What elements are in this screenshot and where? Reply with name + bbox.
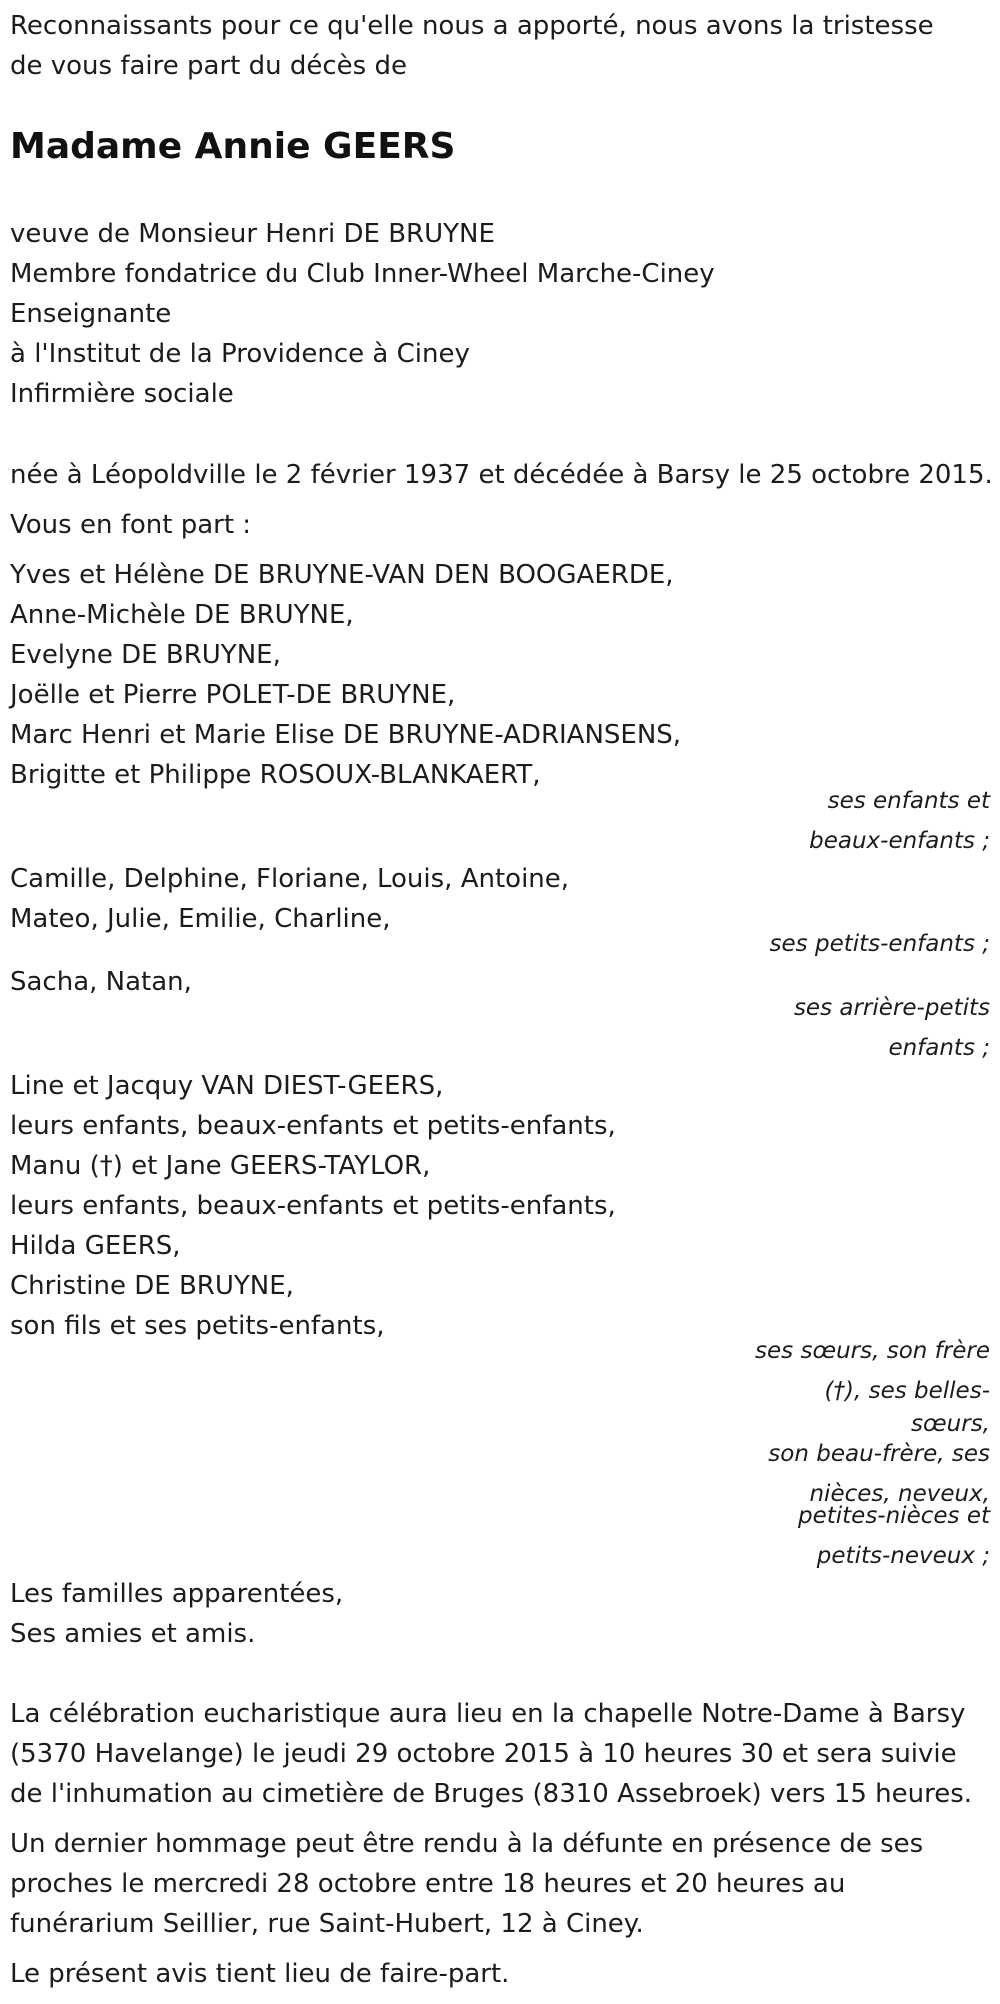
tribute-line: proches le mercredi 28 octobre entre 18 heures et 20 heures au (10, 1869, 846, 1899)
siblings-role: ses sœurs, son frère (755, 1338, 990, 1364)
siblings-line: Manu (†) et Jane GEERS-TAYLOR, (10, 1151, 431, 1181)
grandchildren-line: Mateo, Julie, Emilie, Charline, (10, 904, 391, 934)
deceased-name: Madame Annie GEERS (10, 126, 456, 167)
intro-line: de vous faire part du décès de (10, 51, 407, 81)
bio-line: Infirmière sociale (10, 379, 234, 409)
siblings-line: leurs enfants, beaux-enfants et petits-enfants, (10, 1191, 616, 1221)
siblings-role: nièces, neveux, (809, 1481, 990, 1507)
children-line: Marc Henri et Marie Elise DE BRUYNE-ADRIANSENS, (10, 720, 682, 750)
siblings-role: son beau-frère, ses (768, 1441, 990, 1467)
siblings-role: (†), ses belles- (824, 1378, 990, 1404)
siblings-role: petites-nièces et (798, 1503, 990, 1529)
birth-death-line: née à Léopoldville le 2 février 1937 et décédée à Barsy le 25 octobre 2015. (10, 460, 993, 490)
ceremony-line: La célébration eucharistique aura lieu en la chapelle Notre-Dame à Barsy (10, 1699, 966, 1729)
siblings-line: leurs enfants, beaux-enfants et petits-enfants, (10, 1111, 616, 1141)
announce-line: Vous en font part : (10, 510, 252, 540)
great-grandchildren-role: enfants ; (888, 1035, 990, 1061)
siblings-role: petits-neveux ; (816, 1543, 990, 1569)
siblings-line: Hilda GEERS, (10, 1231, 181, 1261)
children-role: ses enfants et (827, 788, 990, 814)
bio-line: à l'Institut de la Providence à Ciney (10, 339, 470, 369)
siblings-line: Christine DE BRUYNE, (10, 1271, 294, 1301)
tribute-line: Un dernier hommage peut être rendu à la défunte en présence de ses (10, 1829, 924, 1859)
others-line: Les familles apparentées, (10, 1579, 344, 1609)
children-line: Evelyne DE BRUYNE, (10, 640, 281, 670)
siblings-role: sœurs, (911, 1411, 990, 1437)
closing-line: Le présent avis tient lieu de faire-part. (10, 1959, 510, 1989)
grandchildren-role: ses petits-enfants ; (769, 931, 990, 957)
great-grandchildren-line: Sacha, Natan, (10, 967, 192, 997)
tribute-line: funérarium Seillier, rue Saint-Hubert, 12 à Ciney. (10, 1909, 644, 1939)
intro-line: Reconnaissants pour ce qu'elle nous a apporté, nous avons la tristesse (10, 11, 934, 41)
siblings-line: son fils et ses petits-enfants, (10, 1311, 385, 1341)
children-line: Brigitte et Philippe ROSOUX-BLANKAERT, (10, 760, 541, 790)
bio-line: veuve de Monsieur Henri DE BRUYNE (10, 219, 495, 249)
great-grandchildren-role: ses arrière-petits (793, 995, 990, 1021)
ceremony-line: de l'inhumation au cimetière de Bruges (8310 Assebroek) vers 15 heures. (10, 1779, 973, 1809)
others-line: Ses amies et amis. (10, 1619, 256, 1649)
siblings-line: Line et Jacquy VAN DIEST-GEERS, (10, 1071, 444, 1101)
ceremony-line: (5370 Havelange) le jeudi 29 octobre 2015 à 10 heures 30 et sera suivie (10, 1739, 957, 1769)
children-line: Joëlle et Pierre POLET-DE BRUYNE, (10, 680, 456, 710)
bio-line: Enseignante (10, 299, 172, 329)
grandchildren-line: Camille, Delphine, Floriane, Louis, Antoine, (10, 864, 570, 894)
children-role: beaux-enfants ; (809, 828, 990, 854)
children-line: Anne-Michèle DE BRUYNE, (10, 600, 354, 630)
children-line: Yves et Hélène DE BRUYNE-VAN DEN BOOGAERDE, (10, 560, 674, 590)
bio-line: Membre fondatrice du Club Inner-Wheel Marche-Ciney (10, 259, 715, 289)
